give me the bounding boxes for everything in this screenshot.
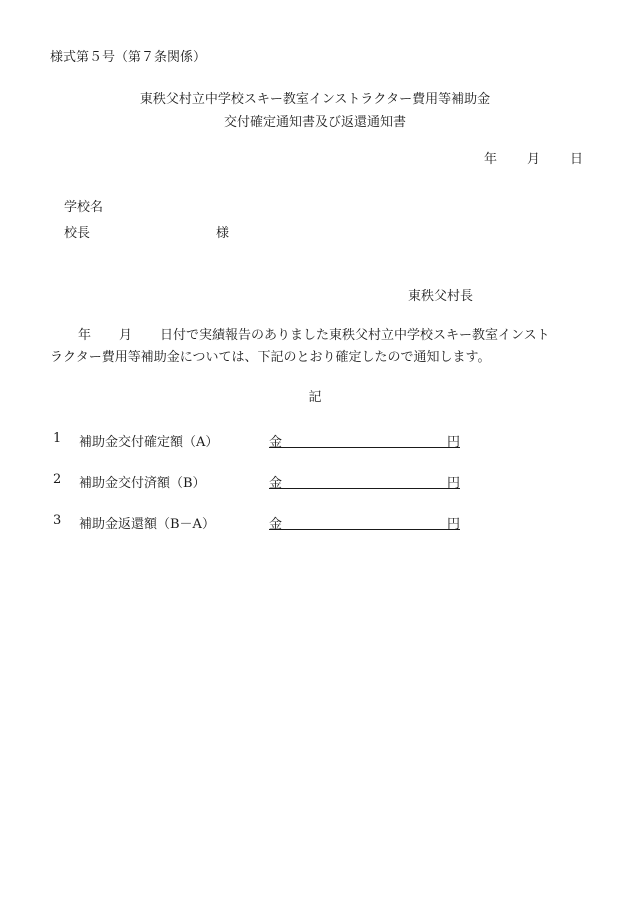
date-year: 年 xyxy=(484,152,498,167)
list-item xyxy=(0,513,630,533)
honorific: 様 xyxy=(216,226,230,241)
amount-suffix: 円 xyxy=(446,476,460,491)
principal-label: 校長 xyxy=(64,226,91,241)
amount-field xyxy=(269,513,460,530)
date-month: 月 xyxy=(527,152,541,167)
amount-prefix: 金 xyxy=(269,435,283,450)
body-month: 月 xyxy=(119,328,133,343)
school-name-label: 学校名 xyxy=(64,200,104,215)
principal-line xyxy=(64,226,230,242)
item-label: 補助金交付確定額（A） xyxy=(79,435,219,450)
body-year: 年 xyxy=(78,328,92,343)
amount-suffix: 円 xyxy=(446,517,460,532)
ki-heading: 記 xyxy=(308,390,322,405)
amount-prefix: 金 xyxy=(269,476,283,491)
body-line1 xyxy=(78,328,550,344)
sender-name: 東秩父村長 xyxy=(408,289,474,304)
list-item xyxy=(0,472,630,492)
amount-suffix: 円 xyxy=(446,435,460,450)
document-title-line1: 東秩父村立中学校スキー教室インストラクター費用等補助金 xyxy=(139,92,491,107)
item-number: 2 xyxy=(53,472,62,487)
amount-prefix: 金 xyxy=(269,517,283,532)
list-item xyxy=(0,431,630,451)
body-line2: ラクター費用等補助金については、下記のとおり確定したので通知します。 xyxy=(50,350,491,365)
item-number: 3 xyxy=(53,513,62,528)
document-title-line2: 交付確定通知書及び返還通知書 xyxy=(223,115,406,130)
item-number: 1 xyxy=(53,431,62,446)
item-label: 補助金交付済額（B） xyxy=(79,476,206,491)
item-label: 補助金返還額（B－A） xyxy=(79,517,215,532)
amount-field xyxy=(269,431,460,448)
amount-field xyxy=(269,472,460,489)
body-text-line1: 日付で実績報告のありました東秩父村立中学校スキー教室インスト xyxy=(160,328,550,343)
date-day: 日 xyxy=(570,152,584,167)
form-number: 様式第５号（第７条関係） xyxy=(50,50,207,65)
date-line xyxy=(484,152,583,168)
